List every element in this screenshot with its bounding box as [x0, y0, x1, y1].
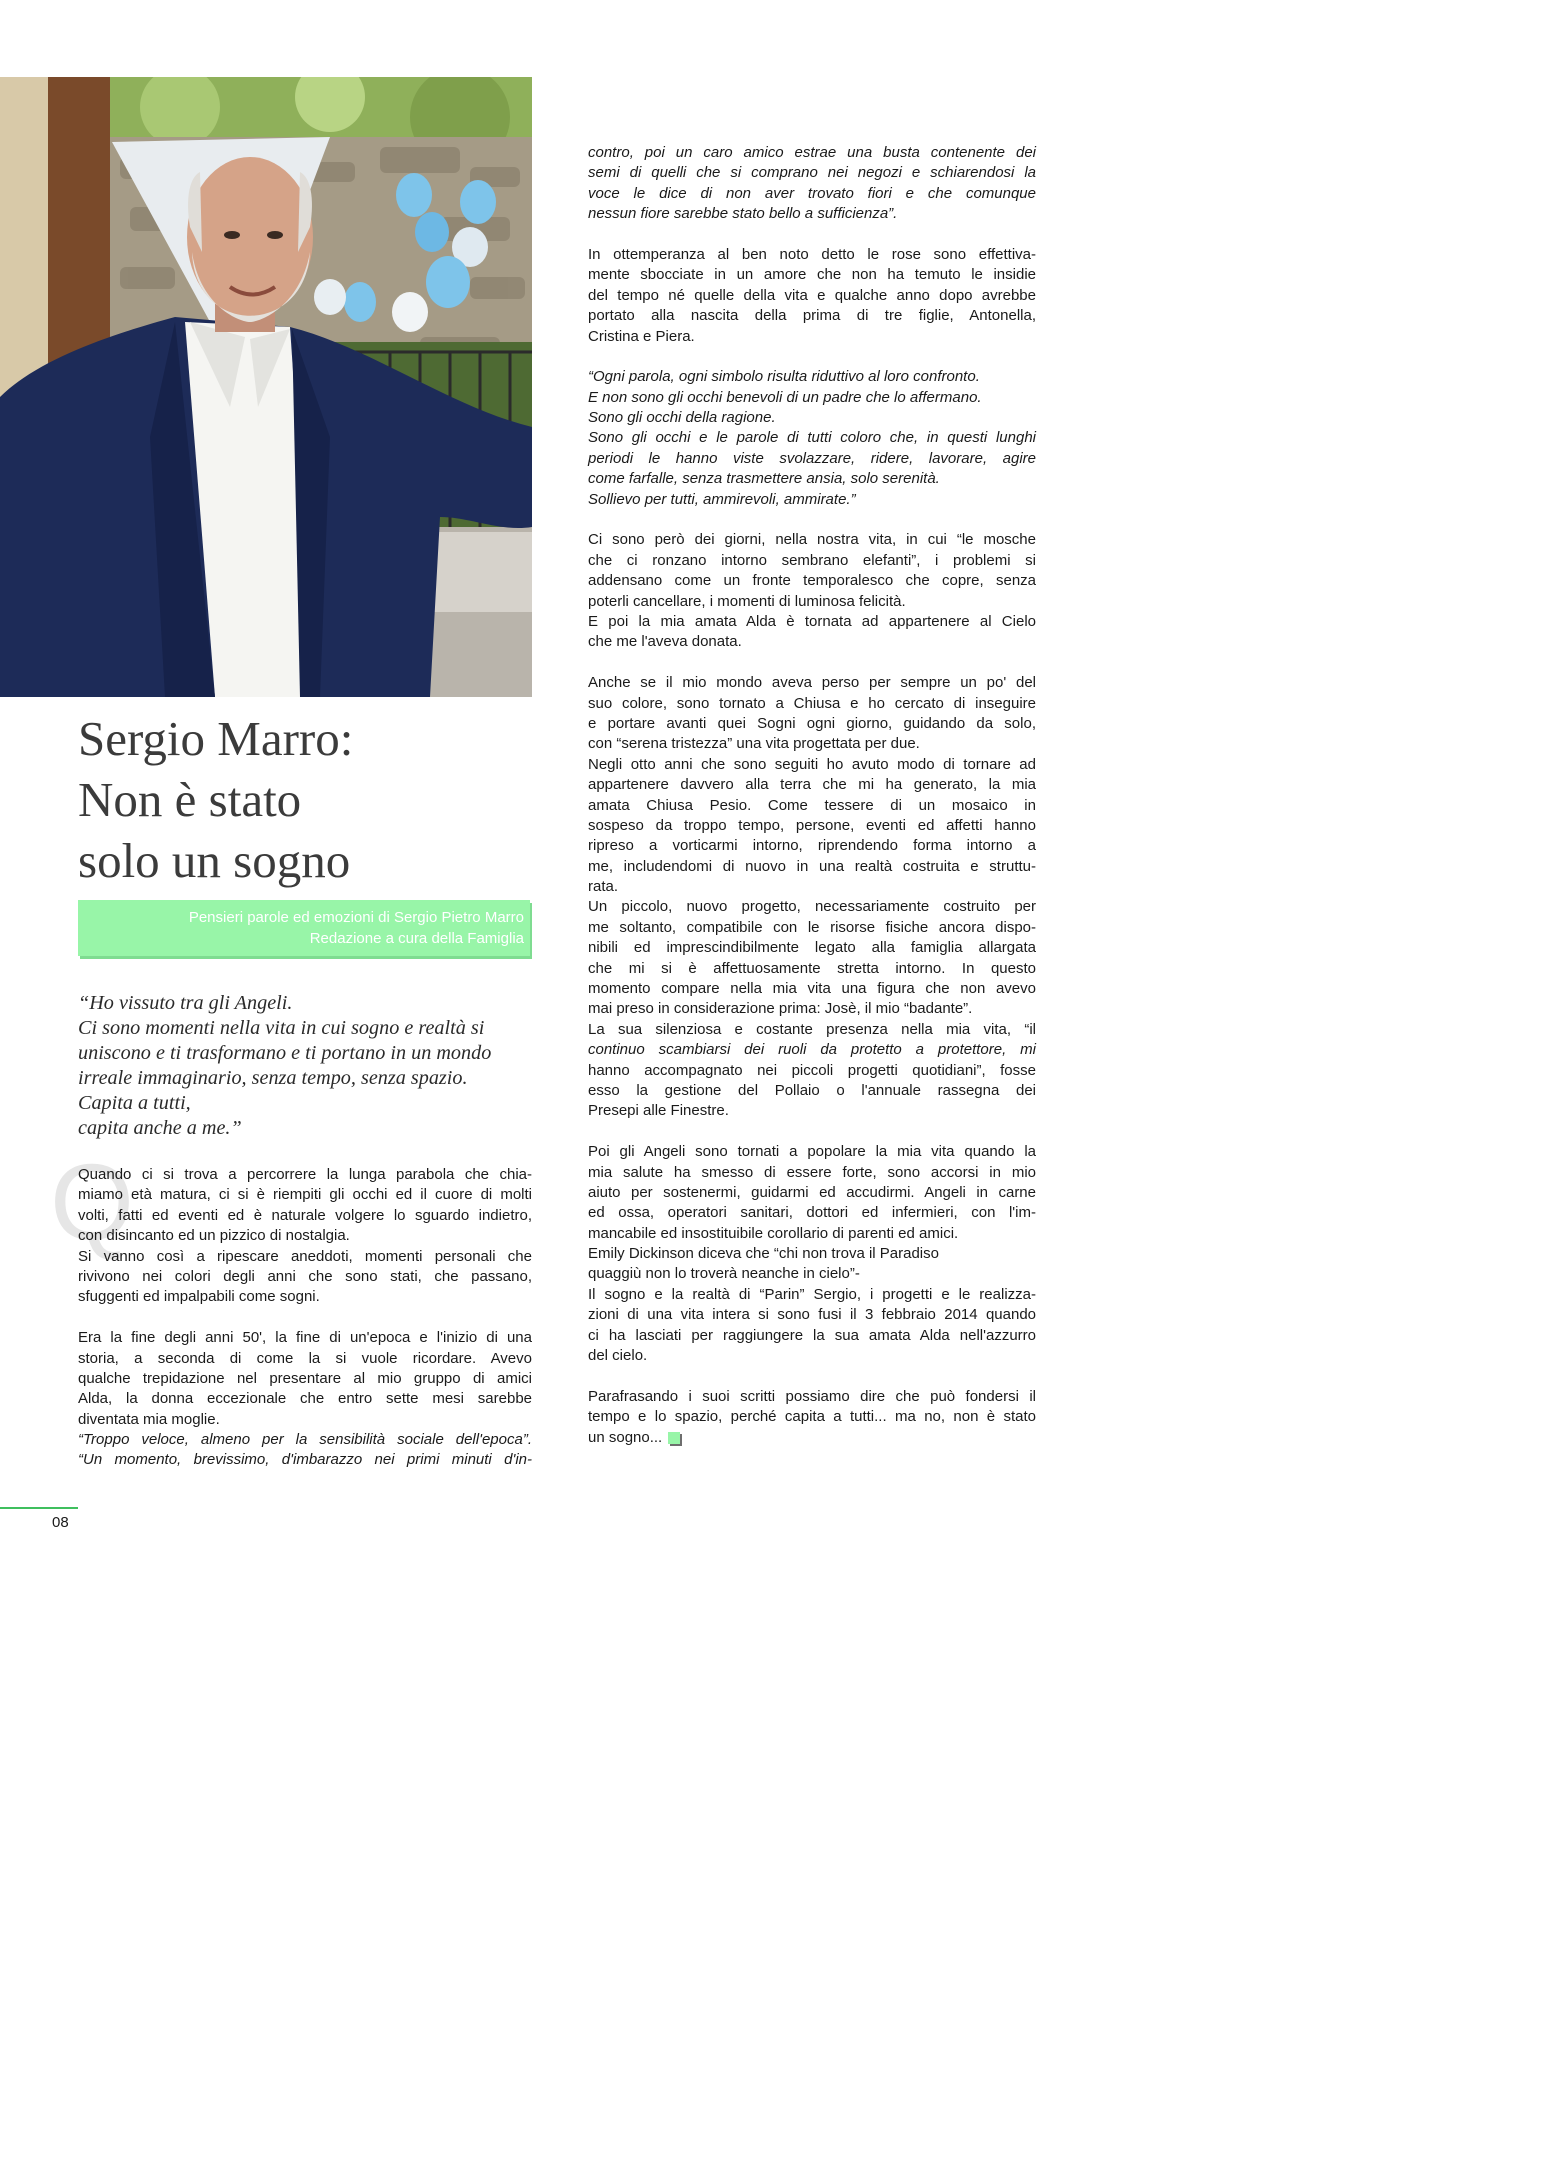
body-text-line: nibili ed imprescindibilmente legato alla famiglia allargata — [588, 939, 1036, 957]
subtitle-banner — [78, 900, 530, 956]
body-text-line: E poi la mia amata Alda è tornata ad appartenere al Cielo — [588, 612, 1036, 630]
body-text-line: mia salute ha smesso di essere forte, sono accorsi in mio — [588, 1163, 1036, 1181]
body-text-line: Un piccolo, nuovo progetto, necessariamente costruito per — [588, 898, 1036, 916]
body-text-line: ripreso a vorticarmi intorno, riprendendo forma intorno a — [588, 837, 1036, 855]
body-text-line: sospeso da troppo tempo, persone, eventi ed affetti hanno — [588, 816, 1036, 834]
body-text-line: nessun fiore sarebbe stato bello a sufficienza”. — [588, 205, 898, 223]
body-text-line: Ci sono però dei giorni, nella nostra vita, in cui “le mosche — [588, 531, 1036, 549]
body-text-line: Emily Dickinson diceva che “chi non trova il Paradiso — [588, 1245, 939, 1263]
title-line: Non è stato — [78, 772, 302, 827]
body-text-line: che me l'aveva donata. — [588, 633, 742, 651]
quote-line: Ci sono momenti nella vita in cui sogno e realtà si — [78, 1017, 485, 1039]
body-text-line: Negli otto anni che sono seguiti ho avuto modo di tornare ad — [588, 755, 1036, 773]
body-text-line: Era la fine degli anni 50', la fine di un'epoca e l'inizio di una — [78, 1329, 532, 1347]
body-text-line: “Ogni parola, ogni simbolo risulta riduttivo al loro confronto. — [588, 368, 980, 386]
paragraph-gap — [588, 225, 1036, 245]
body-text-line: esso la gestione del Pollaio o l'annuale rassegna dei — [588, 1081, 1036, 1099]
body-text-line: zioni di una vita intera si sono fusi il 3 febbraio 2014 quando — [588, 1306, 1036, 1324]
body-text-line: con “serena tristezza” una vita progettata per due. — [588, 735, 920, 753]
body-column-right — [588, 143, 1036, 1448]
body-text-line: che ci ronzano intorno sembrano elefanti”, i problemi si — [588, 551, 1036, 569]
body-text-line: tempo e lo spazio, perché capita a tutti... ma no, non è stato — [588, 1408, 1036, 1426]
body-text-line: Il sogno e la realtà di “Parin” Sergio, i progetti e le realizza- — [588, 1285, 1036, 1303]
paragraph-gap — [588, 510, 1036, 530]
body-text-line: suo colore, sono tornato a Chiusa e ho cercato di inseguire — [588, 694, 1036, 712]
opening-quote — [78, 991, 530, 1141]
body-text-line: sfuggenti ed impalpabili come sogni. — [78, 1288, 320, 1306]
paragraph-gap — [78, 1308, 532, 1328]
body-text-line: “Un momento, brevissimo, d'imbarazzo nei primi minuti d'in- — [78, 1451, 532, 1469]
body-text-line: rata. — [588, 878, 619, 896]
paragraph-gap — [588, 1122, 1036, 1142]
body-text-line: aiuto per sostenermi, guidarmi ed accudirmi. Angeli in carne — [588, 1183, 1036, 1201]
body-text-line: appartenere davvero alla terra che mi ha generato, la mia — [588, 776, 1036, 794]
portrait-photo — [0, 77, 532, 697]
body-text-line: E non sono gli occhi benevoli di un padre che lo affermano. — [588, 388, 982, 406]
body-text-line: portato alla nascita della prima di tre figlie, Antonella, — [588, 307, 1036, 325]
body-text-line: mente sbocciate in un amore che non ha temuto le insidie — [588, 266, 1036, 284]
body-text-line: e portare avanti quei Sogni ogni giorno, guidando da solo, — [588, 714, 1036, 732]
body-text-line: come farfalle, senza trasmettere ansia, solo serenità. — [588, 470, 940, 488]
body-text-line: semi di quelli che si comprano nei negozi e schiarendosi la — [588, 164, 1036, 182]
subtitle-line: Pensieri parole ed emozioni di Sergio Pietro Marro — [188, 909, 524, 926]
body-text-line: storia, a seconda di come la si vuole ricordare. Avevo — [78, 1349, 532, 1367]
body-text-line: diventata mia moglie. — [78, 1410, 220, 1428]
body-text-line: addensano come un fronte temporalesco che copre, senza — [588, 572, 1036, 590]
body-text-fragment: un sogno... — [588, 1428, 663, 1446]
body-text-line: con disincanto ed un pizzico di nostalgia. — [78, 1227, 350, 1245]
body-text-line: mai preso in considerazione prima: Josè, il mio “badante”. — [588, 1000, 973, 1018]
page-number: 08 — [52, 1514, 69, 1531]
body-text-line: quaggiù non lo troverà neanche in cielo”- — [588, 1265, 860, 1283]
paragraph-gap — [588, 653, 1036, 673]
body-text-line: ed ossa, operatori sanitari, dottori ed infermieri, con l'im- — [588, 1204, 1036, 1222]
body-text-line: In ottemperanza al ben noto detto le rose sono effettiva- — [588, 245, 1036, 263]
quote-line: capita anche a me.” — [78, 1117, 242, 1139]
body-text-line: amata Chiusa Pesio. Come tessere di un mosaico in — [588, 796, 1036, 814]
paragraph-gap — [588, 1366, 1036, 1386]
body-text-line: volti, fatti ed eventi ed è naturale volgere lo sguardo indietro, — [78, 1206, 532, 1224]
body-text-line: rivivono nei colori degli anni che sono stati, che passano, — [78, 1267, 532, 1285]
body-text-line: che mi si è affettuosamente stretta intorno. In questo — [588, 959, 1036, 977]
body-text-line: Quando ci si trova a percorrere la lunga parabola che chia- — [78, 1166, 532, 1183]
paragraph-gap — [588, 347, 1036, 367]
body-text-line: miamo età matura, ci si è riempiti gli occhi ed il cuore di molti — [78, 1186, 532, 1204]
quote-line: uniscono e ti trasformano e ti portano in un mondo — [78, 1042, 492, 1064]
article-title — [78, 708, 538, 891]
quote-line: “Ho vissuto tra gli Angeli. — [78, 992, 293, 1014]
title-line: Sergio Marro: — [78, 711, 354, 766]
body-text-line: me soltanto, compatibile con le risorse fisiche ancora dispo- — [588, 918, 1036, 936]
body-text-line — [588, 1428, 1036, 1448]
drop-cap: Q — [50, 1141, 135, 1262]
body-text-line: periodi le hanno viste svolazzare, ridere, lavorare, agire — [588, 449, 1036, 467]
body-text-line: voce le dice di non aver trovato fiori e che comunque — [588, 184, 1036, 202]
body-column-left — [78, 1165, 532, 1471]
body-text-line: Parafrasando i suoi scritti possiamo dire che può fondersi il — [588, 1387, 1036, 1405]
body-text-line: La sua silenziosa e costante presenza nella mia vita, “il — [588, 1020, 1036, 1038]
body-text-line: Cristina e Piera. — [588, 327, 695, 345]
body-text-line: me, includendomi di nuovo in una realtà costruita e struttu- — [588, 857, 1036, 875]
body-text-line: del tempo né quelle della vita e qualche anno dopo avrebbe — [588, 286, 1036, 304]
body-text-line: Si vanno così a ripescare aneddoti, momenti personali che — [78, 1247, 532, 1265]
footer-rule — [0, 1507, 78, 1509]
body-text-line: Sono gli occhi della ragione. — [588, 409, 776, 427]
body-text-line: poterli cancellare, i momenti di luminosa felicità. — [588, 592, 906, 610]
quote-line: irreale immaginario, senza tempo, senza spazio. — [78, 1067, 468, 1089]
body-text-line: momento compare nella mia vita una figura che non avevo — [588, 980, 1036, 998]
body-text-line: Anche se il mio mondo aveva perso per sempre un po' del — [588, 674, 1036, 692]
subtitle-line: Redazione a cura della Famiglia — [309, 930, 524, 947]
portrait-illustration — [0, 77, 532, 697]
body-text-line: Sollievo per tutti, ammirevoli, ammirate.” — [588, 490, 856, 508]
body-text-line: Alda, la donna eccezionale che entro sette mesi sarebbe — [78, 1390, 532, 1408]
body-text-line: del cielo. — [588, 1347, 648, 1365]
end-of-article-icon — [668, 1432, 680, 1444]
body-text-line: contro, poi un caro amico estrae una busta contenente dei — [588, 144, 1036, 161]
body-text-line: qualche trepidazione nel presentare al mio gruppo di amici — [78, 1369, 532, 1387]
body-text-line: Presepi alle Finestre. — [588, 1102, 729, 1120]
body-text-line: hanno accompagnato nei piccoli progetti quotidiani”, fosse — [588, 1061, 1036, 1079]
body-text-line: “Troppo veloce, almeno per la sensibilità sociale dell'epoca”. — [78, 1431, 532, 1449]
body-text-line: Poi gli Angeli sono tornati a popolare la mia vita quando la — [588, 1143, 1036, 1161]
body-text-line: continuo scambiarsi dei ruoli da protetto a protettore, mi — [588, 1041, 1036, 1059]
quote-line: Capita a tutti, — [78, 1092, 191, 1114]
body-text-line: ci ha lasciati per raggiungere la sua amata Alda nell'azzurro — [588, 1326, 1036, 1344]
body-text-line: mancabile ed insostituibile corollario di parenti ed amici. — [588, 1224, 959, 1242]
title-line: solo un sogno — [78, 833, 351, 888]
body-text-line: Sono gli occhi e le parole di tutti coloro che, in questi lunghi — [588, 429, 1036, 447]
